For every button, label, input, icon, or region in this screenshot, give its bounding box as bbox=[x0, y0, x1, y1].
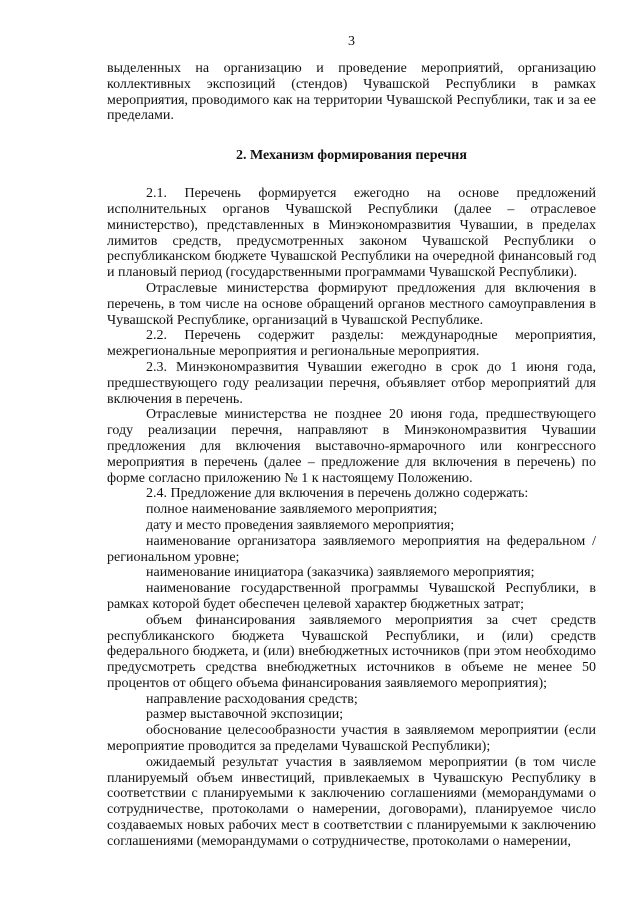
paragraph-ministries-deadline: Отраслевые министерства не позднее 20 июня года, предшествующего году реализации перечня, направляют в Минэкономразвития Чувашии предложения для включения выставочно-ярмарочного или конгрессного мероприятия в перечень (далее – предложение для включения в перечень) по форме согласно приложению № 1 к настоящему Положению. bbox=[107, 407, 596, 486]
list-item-full-name: полное наименование заявляемого мероприятия; bbox=[146, 502, 438, 518]
document-page bbox=[107, 34, 596, 850]
list-item-date-place: дату и место проведения заявляемого мероприятия; bbox=[146, 517, 455, 533]
paragraph-2-3: 2.3. Минэкономразвития Чувашии ежегодно в срок до 1 июня года, предшествующего году реализации перечня, объявляет отбор мероприятий для включения в перечень. bbox=[107, 359, 596, 407]
list-item-exposition-size: размер выставочной экспозиции; bbox=[146, 707, 344, 723]
section-title: 2. Механизм формирования перечня bbox=[236, 148, 467, 164]
list-item-organizer: наименование организатора заявляемого мероприятия на федеральном / региональном уровне; bbox=[107, 533, 596, 565]
paragraph-2-2: 2.2. Перечень содержит разделы: международные мероприятия, межрегиональные мероприятия и региональные мероприятия. bbox=[107, 328, 596, 360]
paragraph-2-1: 2.1. Перечень формируется ежегодно на основе предложений исполнительных органов Чувашской Республики (далее – отраслевое министерство), представленных в Минэкономразвития Чувашии, в пределах лимитов средств, предусмотренных законом Чувашской Республики о республиканском бюджете Чувашской Республики на очередной финансовый год и плановый период (государственными программами Чувашской Республики). bbox=[107, 186, 596, 281]
list-item-initiator: наименование инициатора (заказчика) заявляемого мероприятия; bbox=[146, 565, 535, 581]
intro-paragraph: выделенных на организацию и проведение мероприятий, организацию коллективных экспозиций (стендов) Чувашской Республики в рамках мероприятия, проводимого как на территории Чувашской Республики, так и за ее пределами. bbox=[107, 61, 596, 124]
list-item-state-program: наименование государственной программы Чувашской Республики, в рамках которой будет обеспечен целевой характер бюджетных затрат; bbox=[107, 581, 596, 612]
list-item-expected-result: ожидаемый результат участия в заявляемом мероприятии (в том числе планируемый объем инвестиций, привлекаемых в Чувашскую Республику в соответствии с планируемыми к заключению соглашениями (меморандумами о сотрудничестве, протоколами о намерении, договорами), планируемое число создаваемых новых рабочих мест в соответствии с планируемыми к заключению соглашениями (меморандумами о сотрудничестве, протоколами о намерении, bbox=[107, 754, 596, 849]
list-item-justification: обоснование целесообразности участия в заявляемом мероприятии (если мероприятие проводится за пределами Чувашской Республики); bbox=[107, 723, 596, 755]
list-item-financing: объем финансирования заявляемого мероприятия за счет средств республиканского бюджета Чувашской Республики, и (или) средств федерального бюджета, и (или) внебюджетных источников (при этом необходимо предусмотреть средства внебюджетных источников в объеме не менее 50 процентов от общего объема финансирования заявляемого мероприятия); bbox=[107, 612, 596, 691]
paragraph-2-4: 2.4. Предложение для включения в перечень должно содержать: bbox=[146, 486, 529, 502]
list-item-spending-direction: направление расходования средств; bbox=[146, 691, 358, 707]
page-number: 3 bbox=[348, 34, 355, 49]
paragraph-ministries-proposals: Отраслевые министерства формируют предложения для включения в перечень, в том числе на основе обращений органов местного самоуправления в Чувашской Республике, организаций в Чувашской Республике. bbox=[107, 280, 596, 328]
